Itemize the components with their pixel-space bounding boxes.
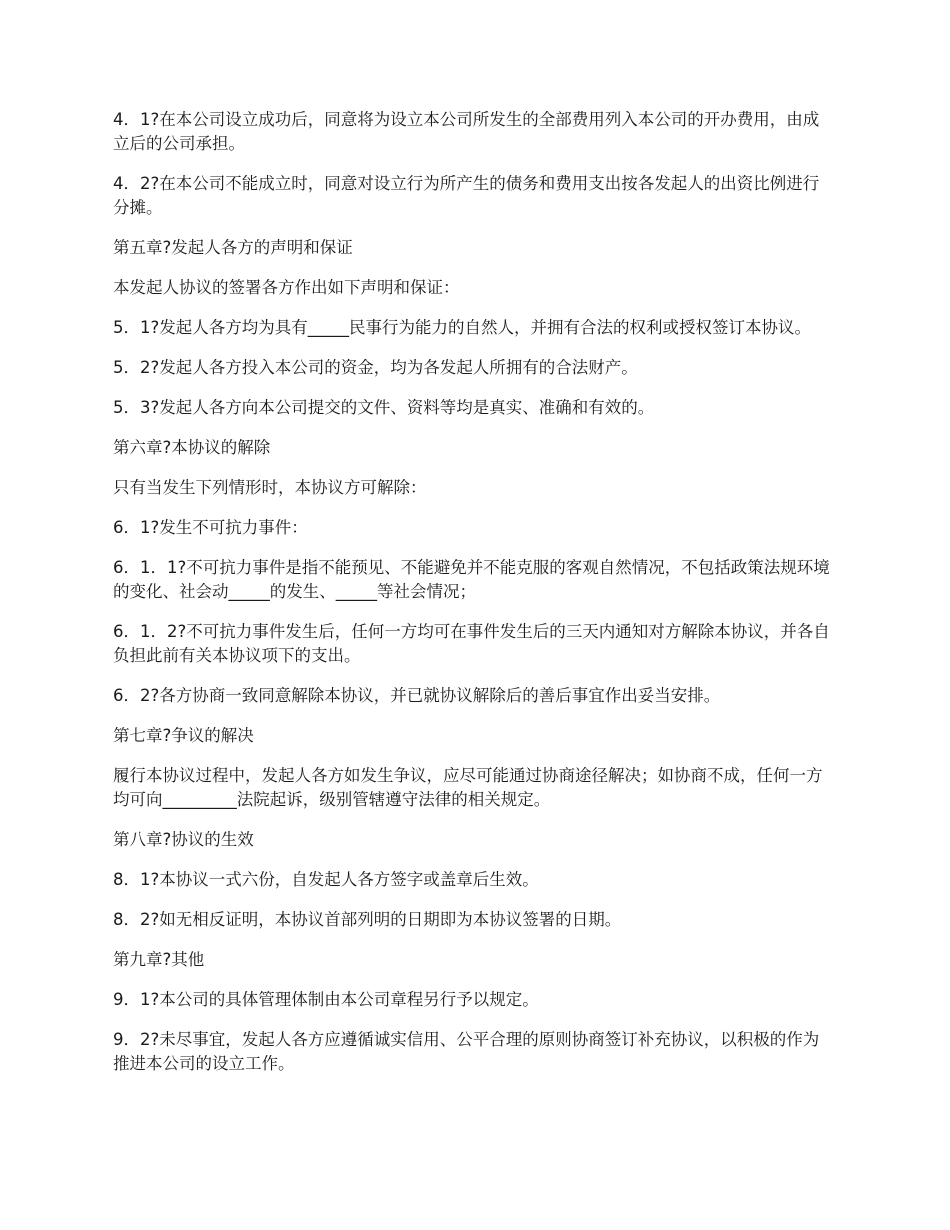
clause-4-1: 4．1?在本公司设立成功后，同意将为设立本公司所发生的全部费用列入本公司的开办费用，由成立后的公司承担。 xyxy=(113,110,820,153)
clause-5-3: 5．3?发起人各方向本公司提交的文件、资料等均是真实、准确和有效的。 xyxy=(113,398,655,417)
chapter-6-heading: 第六章?本协议的解除 xyxy=(113,438,271,457)
clause-8-2: 8．2?如无相反证明，本协议首部列明的日期即为本协议签署的日期。 xyxy=(113,910,622,929)
chapter-7-heading: 第七章?争议的解决 xyxy=(113,726,254,745)
clause-8-1: 8．1?本协议一式六份，自发起人各方签字或盖章后生效。 xyxy=(113,870,539,889)
blank-field: _____ xyxy=(307,318,350,337)
clause-5-1: 5．1?发起人各方均为具有_____民事行为能力的自然人，并拥有合法的权利或授权签订本协议。 xyxy=(113,318,812,337)
chapter-5-intro: 本发起人协议的签署各方作出如下声明和保证： xyxy=(113,278,460,297)
chapter-5-heading: 第五章?发起人各方的声明和保证 xyxy=(113,238,353,257)
chapter-7-body: 履行本协议过程中，发起人各方如发生争议，应尽可能通过协商途径解决；如协商不成，任何一方均可向_________法院起诉，级别管辖遵守法律的相关规定。 xyxy=(113,766,823,809)
document-page xyxy=(113,108,835,1092)
blank-field: _________ xyxy=(162,790,237,809)
clause-9-2: 9．2?未尽事宜，发起人各方应遵循诚实信用、公平合理的原则协商签订补充协议，以积极的作为推进本公司的设立工作。 xyxy=(113,1030,820,1073)
clause-6-1-2: 6．1．2?不可抗力事件发生后，任何一方均可在事件发生后的三天内通知对方解除本协议，并各自负担此前有关本协议项下的支出。 xyxy=(113,622,830,665)
clause-5-2: 5．2?发起人各方投入本公司的资金，均为各发起人所拥有的合法财产。 xyxy=(113,358,638,377)
clause-9-1: 9．1?本公司的具体管理体制由本公司章程另行予以规定。 xyxy=(113,990,539,1009)
blank-field: _____ xyxy=(228,582,270,601)
clause-6-1: 6．1?发生不可抗力事件： xyxy=(113,518,308,537)
blank-field: _____ xyxy=(335,582,377,601)
clause-6-2: 6．2?各方协商一致同意解除本协议，并已就协议解除后的善后事宜作出妥当安排。 xyxy=(113,686,721,705)
chapter-8-heading: 第八章?协议的生效 xyxy=(113,830,254,849)
chapter-9-heading: 第九章?其他 xyxy=(113,950,205,969)
clause-4-2: 4．2?在本公司不能成立时，同意对设立行为所产生的债务和费用支出按各发起人的出资比例进行分摊。 xyxy=(113,174,820,217)
clause-6-1-1: 6．1．1?不可抗力事件是指不能预见、不能避免并不能克服的客观自然情况，不包括政策法规环境的变化、社会动_____的发生、_____等社会情况； xyxy=(113,558,830,601)
chapter-6-intro: 只有当发生下列情形时，本协议方可解除： xyxy=(113,478,427,497)
